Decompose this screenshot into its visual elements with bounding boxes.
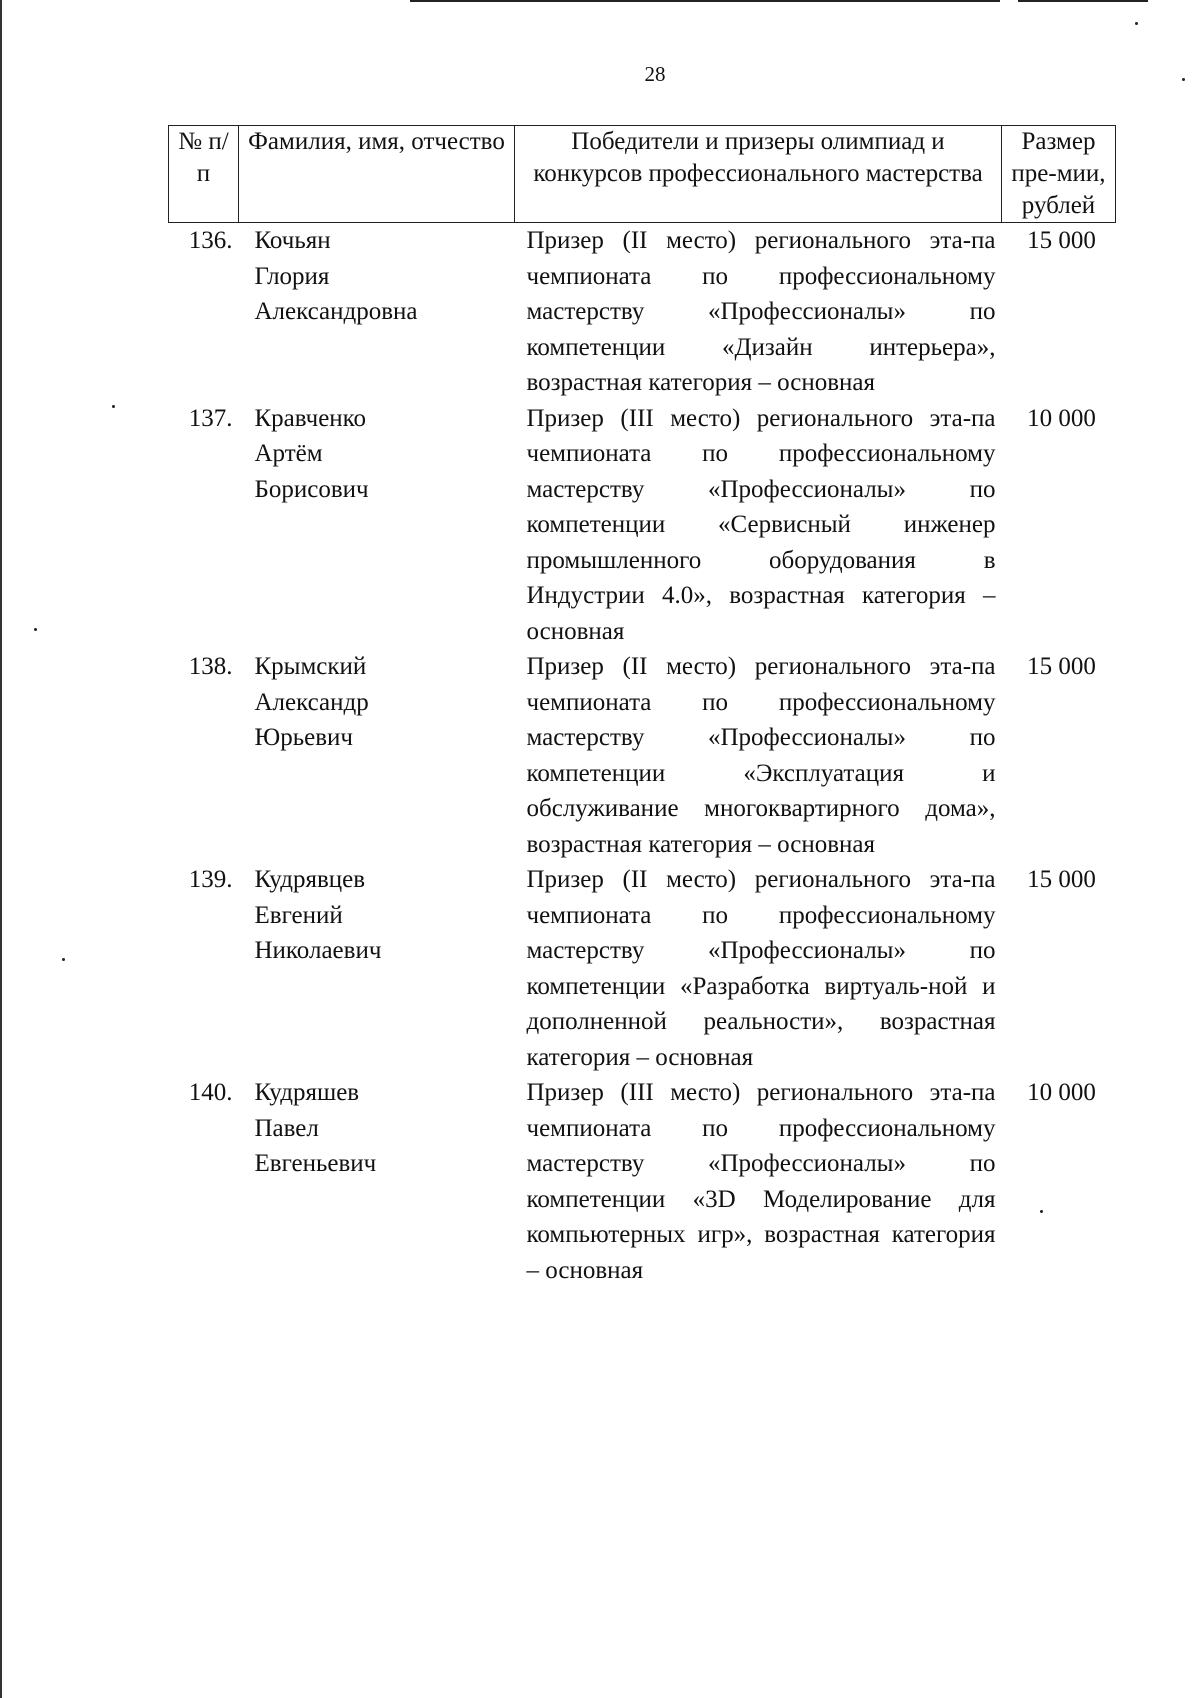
scan-left-border — [0, 0, 2, 1698]
row-prize-amount: 10 000 — [1027, 404, 1096, 432]
header-prize-amount: Размер пре-мии, рублей — [1002, 126, 1116, 223]
table-row — [169, 1075, 1116, 1288]
row-achievement: Призер (III место) регионального эта-па чемпионата по профессиональному мастерству «Профессионалы» по компетенции «Сервисный инженер промышленного оборудования в Индустрии 4.0», возрастная категория – основная — [526, 404, 996, 645]
row-achievement: Призер (II место) регионального эта-па чемпионата по профессиональному мастерству «Профессионалы» по компетенции «Дизайн интерьера», возрастная категория – основная — [526, 227, 996, 396]
row-number: 138. — [188, 653, 233, 680]
row-full-name — [239, 862, 515, 1075]
first-name: Павел — [254, 1114, 319, 1142]
header-number: № п/п — [169, 126, 239, 223]
header-full-name: Фамилия, имя, отчество — [239, 126, 515, 223]
row-achievement: Призер (II место) регионального эта-па чемпионата по профессиональному мастерству «Профессионалы» по компетенции «Эксплуатация и обслуживание многоквартирного дома», возрастная категория – основная — [526, 653, 996, 858]
row-prize-amount: 15 000 — [1027, 866, 1096, 893]
row-number: 140. — [188, 1079, 233, 1106]
row-achievement: Призер (III место) регионального эта-па чемпионата по профессиональному мастерству «Профессионалы» по компетенции «3D Моделирование для компьютерных игр», возрастная категория – основная — [526, 1079, 996, 1284]
first-name: Артём — [254, 440, 323, 467]
row-prize-amount: 10 000 — [1027, 1079, 1096, 1106]
row-full-name — [239, 401, 515, 650]
table-row — [169, 649, 1116, 862]
row-full-name — [239, 649, 515, 862]
scan-edge-line — [410, 0, 1000, 2]
surname: Кочьян — [254, 227, 331, 254]
table-row — [169, 862, 1116, 1075]
row-prize-amount: 15 000 — [1027, 653, 1096, 680]
row-prize-amount: 15 000 — [1027, 227, 1096, 254]
table-header-row — [169, 126, 1116, 223]
first-name: Александр — [254, 688, 369, 716]
first-name: Евгений — [254, 901, 343, 929]
awards-table — [168, 125, 1116, 1288]
patronymic: Борисович — [254, 475, 369, 503]
table-row — [169, 401, 1116, 650]
row-number: 136. — [188, 227, 233, 254]
surname: Кудряшев — [254, 1079, 360, 1106]
surname: Кравченко — [254, 404, 367, 432]
row-number: 139. — [188, 866, 233, 893]
surname: Кудрявцев — [254, 866, 366, 893]
patronymic: Александровна — [254, 298, 418, 325]
page-number: 28 — [644, 62, 666, 86]
row-full-name — [239, 1075, 515, 1288]
scan-speck — [34, 628, 37, 631]
surname: Крымский — [254, 653, 367, 680]
scan-speck — [112, 405, 115, 408]
table-row — [169, 223, 1116, 401]
patronymic: Юрьевич — [254, 724, 353, 751]
row-full-name — [239, 223, 515, 401]
header-achievement: Победители и призеры олимпиад и конкурсов профессионального мастерства — [515, 126, 1002, 223]
row-achievement: Призер (II место) регионального эта-па чемпионата по профессиональному мастерству «Профессионалы» по компетенции «Разработка виртуаль-ной и дополненной реальности», возрастная категория – основная — [526, 866, 996, 1071]
scan-speck — [1135, 22, 1138, 25]
scan-speck — [62, 958, 65, 961]
patronymic: Евгеньевич — [254, 1150, 377, 1177]
row-number: 137. — [188, 404, 233, 432]
patronymic: Николаевич — [254, 937, 382, 964]
scan-edge-line — [1018, 0, 1148, 2]
first-name: Глория — [254, 262, 330, 290]
